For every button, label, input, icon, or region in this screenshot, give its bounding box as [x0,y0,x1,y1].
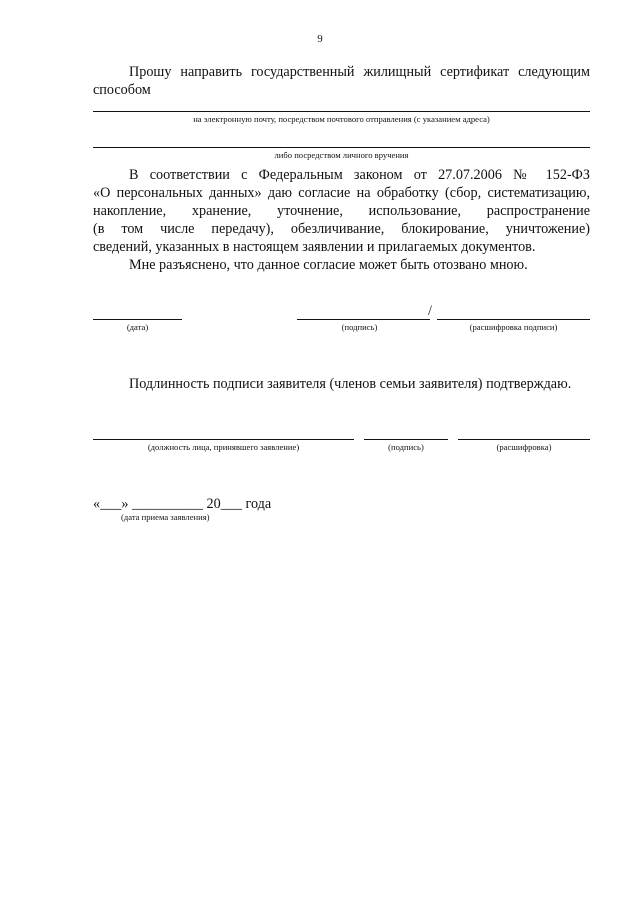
consent-line-4: (в том числе передачу), обезличивание, блокирование, уничтожение) [93,221,590,237]
page-number: 9 [317,33,323,45]
consent-line-1: В соответствии с Федеральным законом от 27.07.2006 № 152-ФЗ [129,167,590,183]
applicant-signature-line [297,319,430,320]
official-decoding-line [458,439,590,440]
delivery-method-line-1 [93,111,590,112]
authenticity-statement: Подлинность подписи заявителя (членов семьи заявителя) подтверждаю. [129,376,572,392]
receipt-date: «___» __________ 20___ года [93,496,272,512]
applicant-signature-caption: (подпись) [341,322,378,332]
official-signature-caption: (подпись) [388,442,424,452]
receipt-date-caption: (дата приема заявления) [121,512,210,522]
signature-slash: / [428,303,432,319]
delivery-method-caption-1: на электронную почту, посредством почтового отправления (с указанием адреса) [193,114,490,124]
consent-line-2: «О персональных данных» даю согласие на обработку (сбор, систематизацию, [93,185,590,201]
consent-revocable: Мне разъяснено, что данное согласие может быть отозвано мною. [129,257,528,273]
consent-line-5: сведений, указанных в настоящем заявлении и прилагаемых документов. [93,239,536,255]
request-line-2: способом [93,82,151,98]
official-signature-line [364,439,448,440]
applicant-date-caption: (дата) [126,322,149,332]
official-position-line [93,439,354,440]
delivery-method-caption-2: либо посредством личного вручения [274,150,409,160]
official-decoding-caption: (расшифровка) [496,442,552,452]
delivery-method-line-2 [93,147,590,148]
consent-line-3: накопление, хранение, уточнение, использование, распространение [93,203,590,219]
applicant-date-line [93,319,182,320]
applicant-decoding-line [437,319,590,320]
request-line-1: Прошу направить государственный жилищный сертификат следующим [129,64,590,80]
applicant-decoding-caption: (расшифровка подписи) [469,322,558,332]
official-position-caption: (должность лица, принявшего заявление) [147,442,300,452]
